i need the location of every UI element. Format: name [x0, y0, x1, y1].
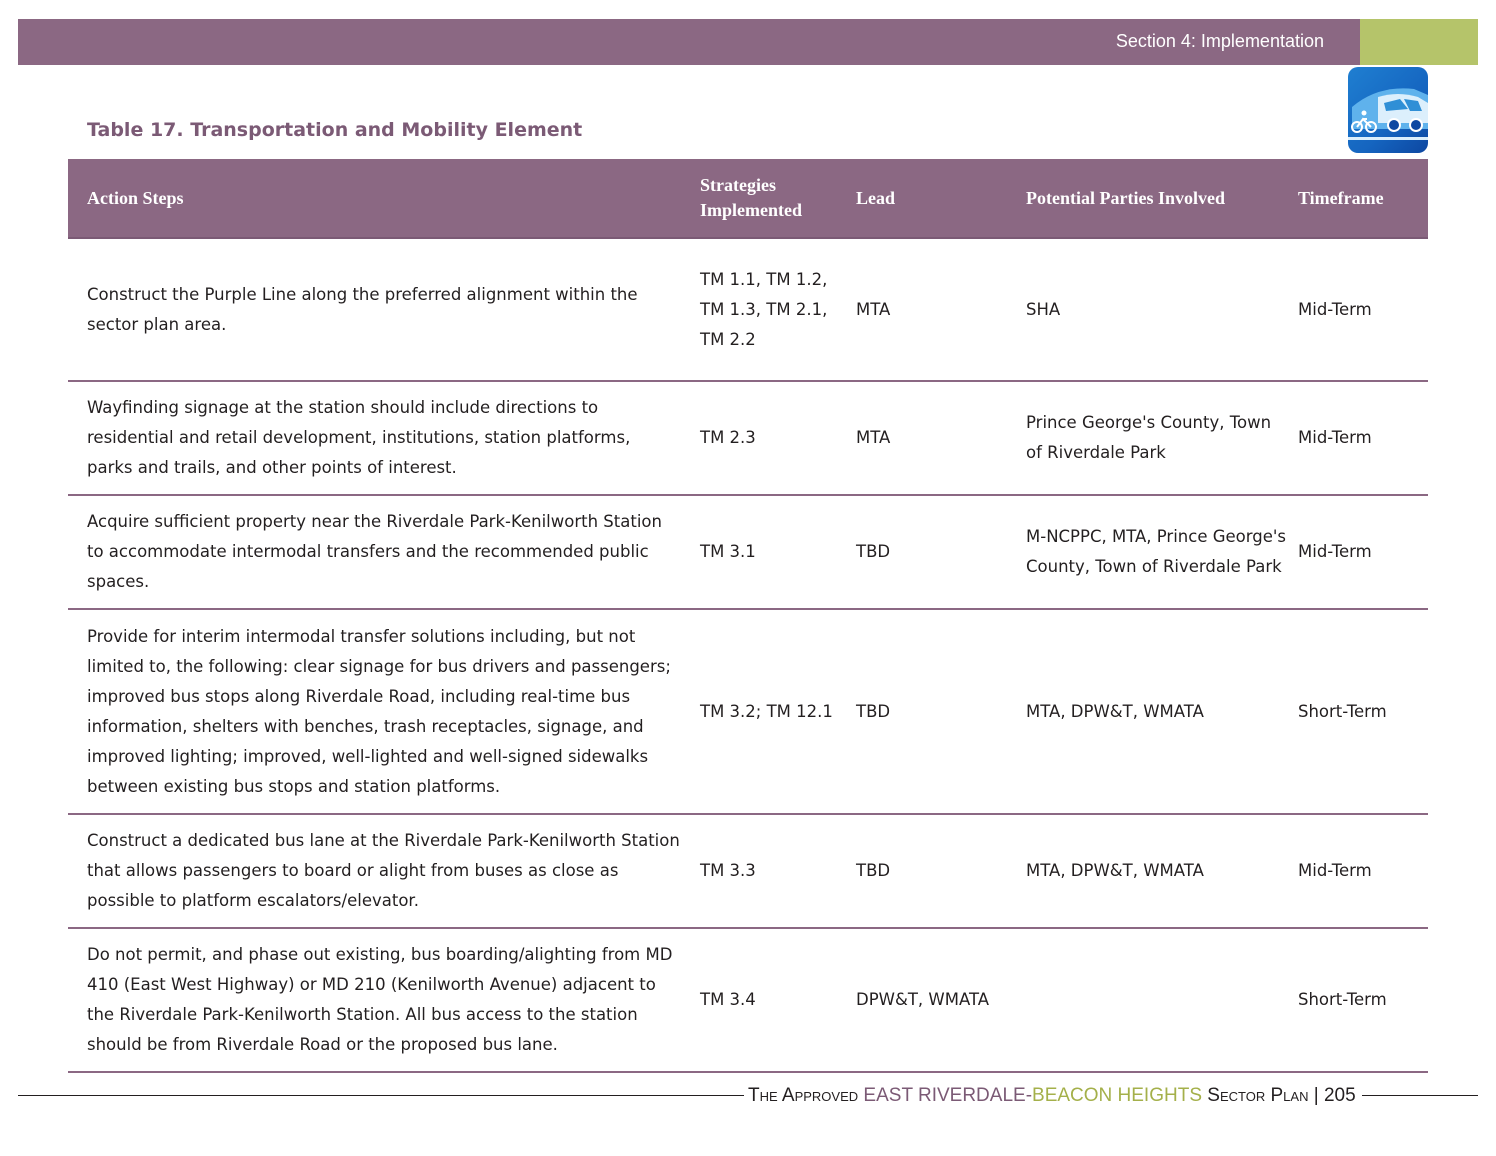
action-step-cell: Provide for interim intermodal transfer solutions including, but not limited to, the following: clear signage for bus drivers and passengers; improved bus stops along Riverdale Road, including real-time bus information, shelters with benches, trash receptacles, signage, and improved lighting; improved, well-lighted and well-signed sidewalks between existing bus stops and station platforms. [68, 609, 700, 814]
table-row [68, 381, 1428, 495]
table-row [68, 238, 1428, 381]
lead-cell: MTA [856, 381, 1026, 495]
timeframe-cell: Mid-Term [1298, 238, 1428, 381]
parties-cell: MTA, DPW&T, WMATA [1026, 814, 1298, 928]
strategies-cell: TM 1.1, TM 1.2, TM 1.3, TM 2.1, TM 2.2 [700, 238, 856, 381]
parties-cell: SHA [1026, 238, 1298, 381]
action-steps-table [68, 159, 1428, 1073]
parties-cell: M-NCPPC, MTA, Prince George's County, Town of Riverdale Park [1026, 495, 1298, 609]
footer-suffix: Sector Plan [1207, 1085, 1309, 1106]
lead-cell: TBD [856, 609, 1026, 814]
transit-bike-icon [1348, 67, 1428, 153]
parties-cell: Prince George's County, Town of Riverdale Park [1026, 381, 1298, 495]
parties-cell: MTA, DPW&T, WMATA [1026, 609, 1298, 814]
column-header-strategies: Strategies Implemented [700, 159, 856, 238]
strategies-cell: TM 3.3 [700, 814, 856, 928]
strategies-cell: TM 3.2; TM 12.1 [700, 609, 856, 814]
column-header-parties: Potential Parties Involved [1026, 159, 1298, 238]
timeframe-cell: Mid-Term [1298, 814, 1428, 928]
footer-prefix: The Approved [748, 1085, 859, 1106]
table-row [68, 495, 1428, 609]
table-header-row [68, 159, 1428, 238]
strategies-cell: TM 3.1 [700, 495, 856, 609]
table-row [68, 609, 1428, 814]
timeframe-cell: Short-Term [1298, 928, 1428, 1072]
lead-cell: TBD [856, 495, 1026, 609]
section-label: Section 4: Implementation [1115, 31, 1324, 51]
lead-cell: TBD [856, 814, 1026, 928]
footer-place-part2: BEACON HEIGHTS [1032, 1085, 1202, 1106]
parties-cell [1026, 928, 1298, 1072]
table-row [68, 928, 1428, 1072]
column-header-lead: Lead [856, 159, 1026, 238]
action-step-cell: Construct a dedicated bus lane at the Riverdale Park-Kenilworth Station that allows passengers to board or alight from buses as close as possible to platform escalators/elevator. [68, 814, 700, 928]
action-step-cell: Acquire sufficient property near the Riverdale Park-Kenilworth Station to accommodate intermodal transfers and the recommended public spaces. [68, 495, 700, 609]
lead-cell: DPW&T, WMATA [856, 928, 1026, 1072]
lead-cell: MTA [856, 238, 1026, 381]
strategies-cell: TM 3.4 [700, 928, 856, 1072]
page-number: 205 [1323, 1085, 1356, 1106]
action-step-cell: Wayfinding signage at the station should include directions to residential and retail development, institutions, station platforms, parks and trails, and other points of interest. [68, 381, 700, 495]
table-title: Table 17. Transportation and Mobility Element [87, 119, 583, 141]
timeframe-cell: Short-Term [1298, 609, 1428, 814]
header-accent-block [1360, 19, 1478, 65]
footer-separator: | [1313, 1085, 1319, 1106]
footer-rule-left [18, 1095, 744, 1096]
timeframe-cell: Mid-Term [1298, 381, 1428, 495]
column-header-timeframe: Timeframe [1298, 159, 1428, 238]
table-row [68, 814, 1428, 928]
footer-place-part1: EAST RIVERDALE [863, 1085, 1026, 1106]
action-step-cell: Construct the Purple Line along the preferred alignment within the sector plan area. [68, 238, 700, 381]
footer-rule-right [1362, 1095, 1478, 1096]
page-footer [748, 1085, 1356, 1107]
action-step-cell: Do not permit, and phase out existing, bus boarding/alighting from MD 410 (East West Highway) or MD 210 (Kenilworth Avenue) adjacent to the Riverdale Park-Kenilworth Station. All bus access to the station should be from Riverdale Road or the proposed bus lane. [68, 928, 700, 1072]
footer-dash: - [1025, 1085, 1033, 1106]
strategies-cell: TM 2.3 [700, 381, 856, 495]
timeframe-cell: Mid-Term [1298, 495, 1428, 609]
column-header-action-steps: Action Steps [68, 159, 700, 238]
